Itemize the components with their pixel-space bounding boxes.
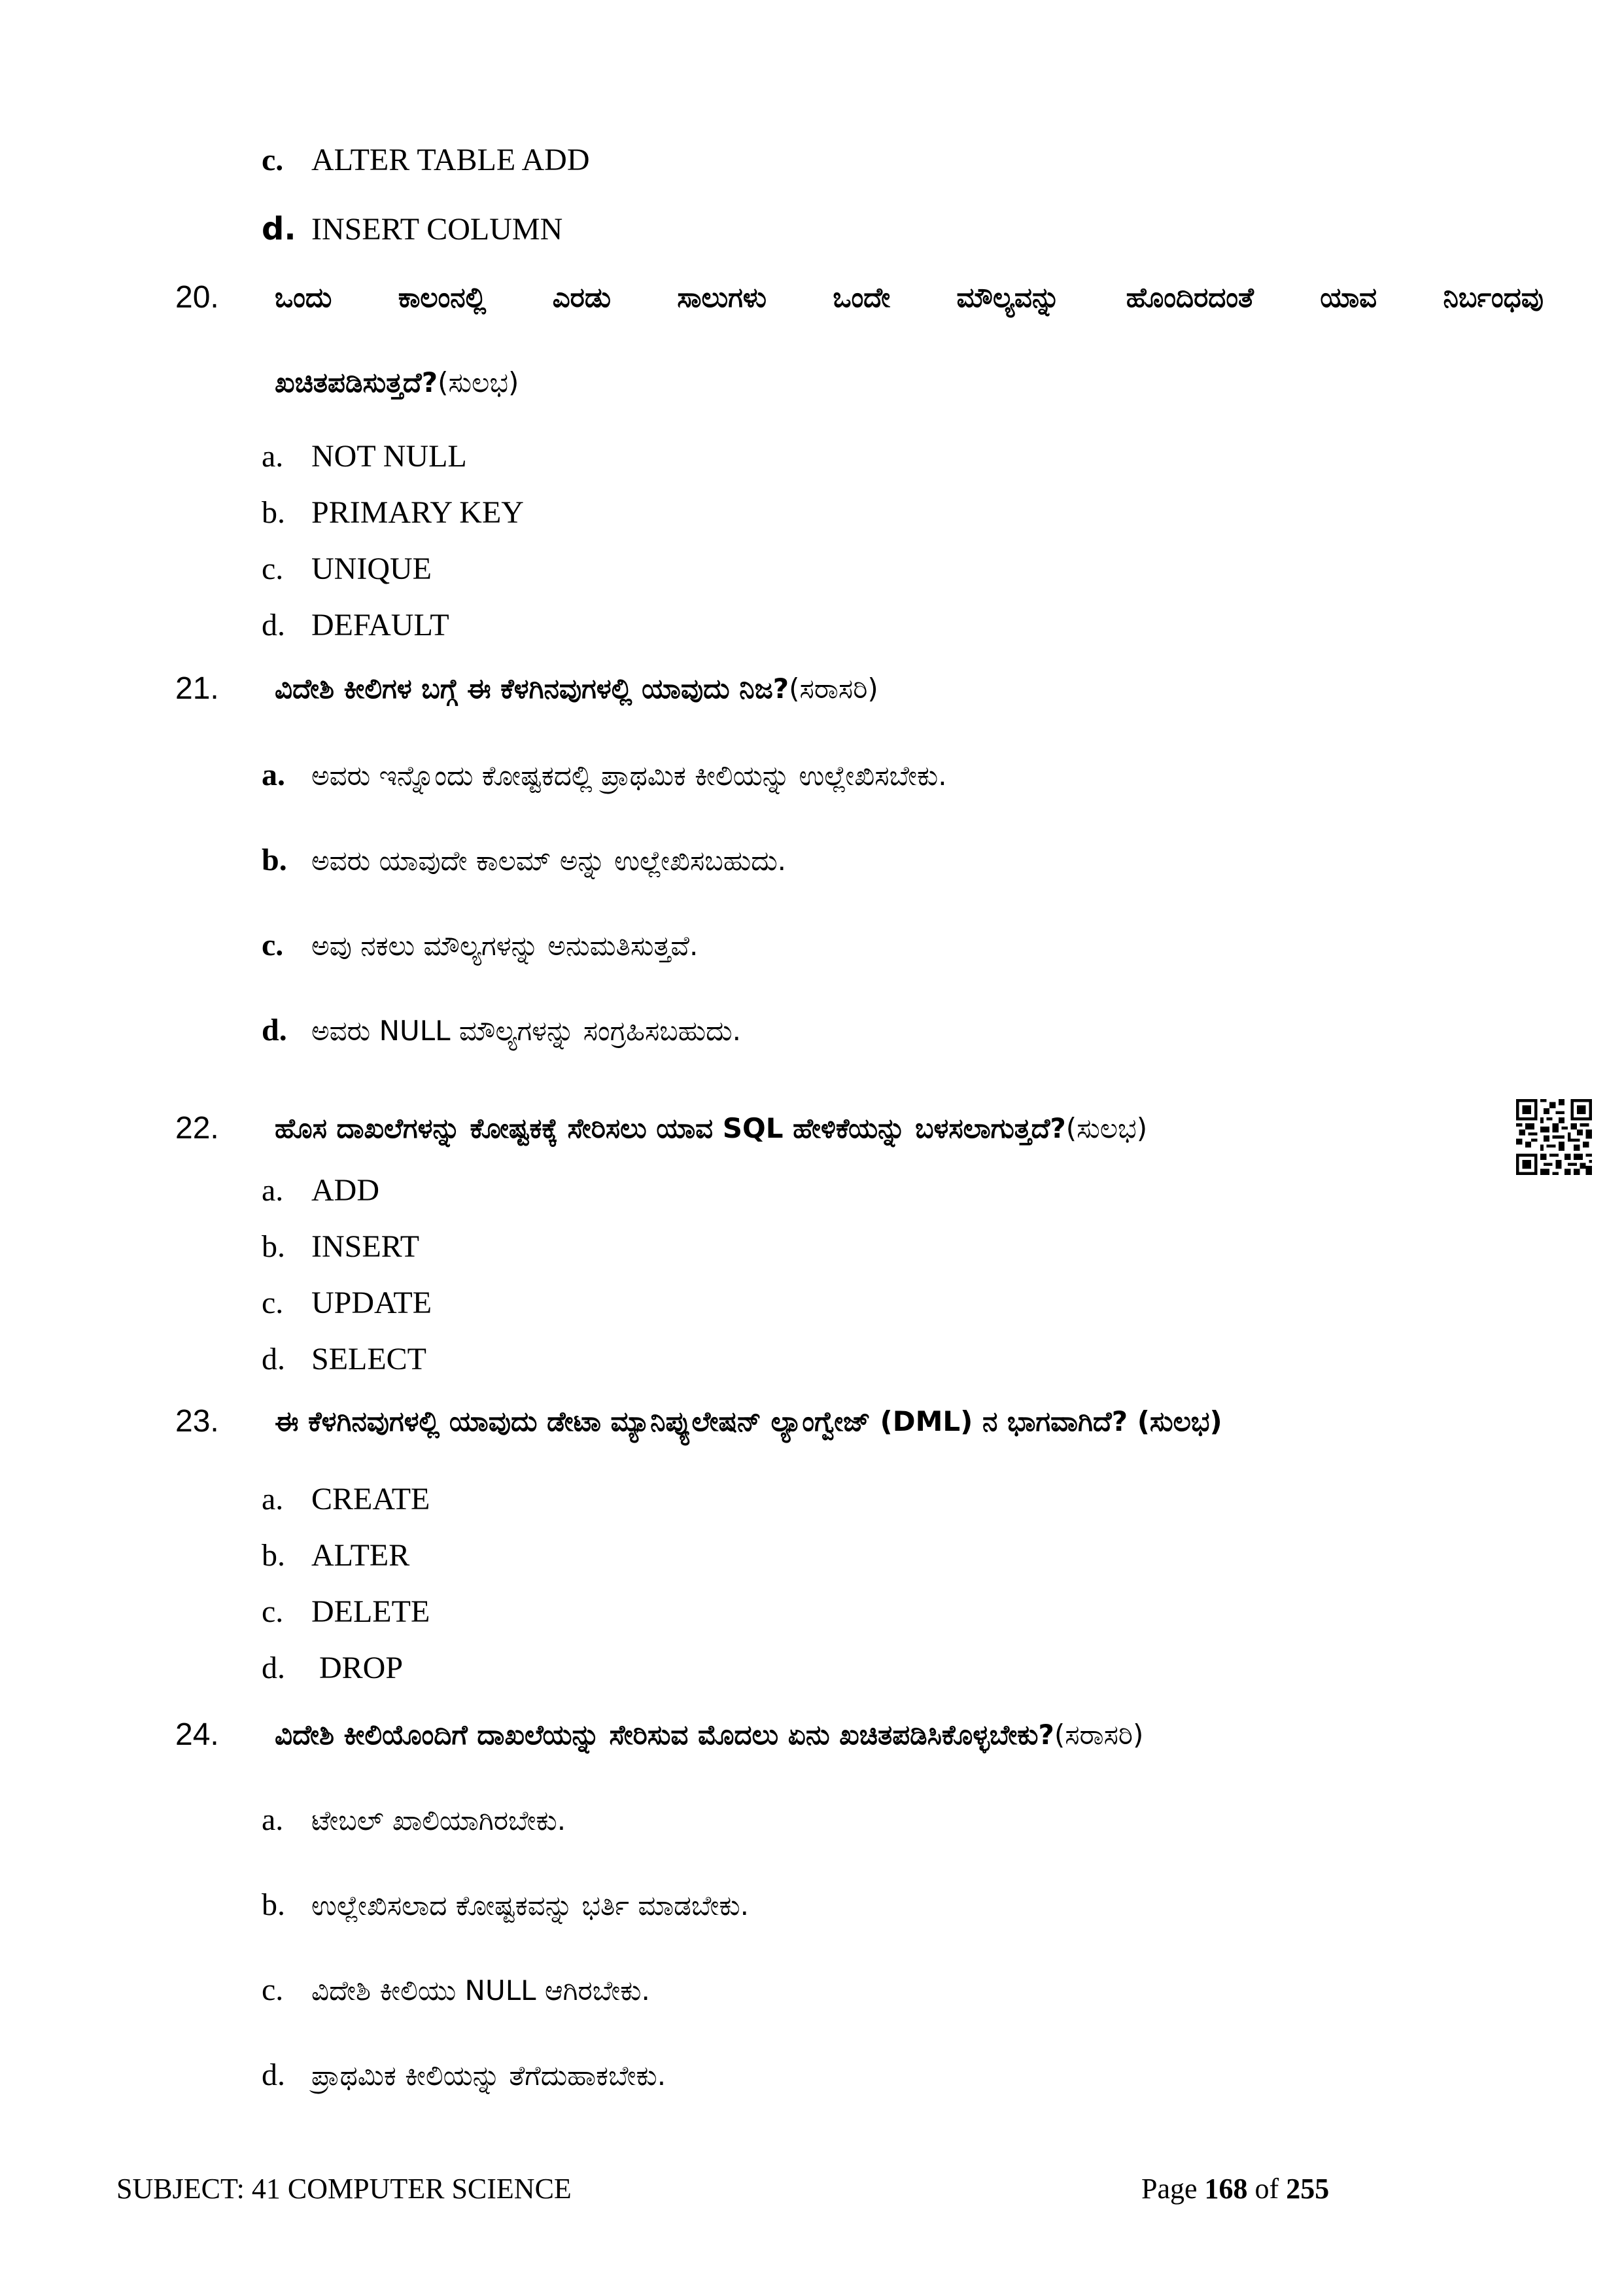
option-letter: d.	[262, 1013, 287, 1047]
option-letter: d.	[262, 1342, 285, 1376]
page-total: 255	[1286, 2173, 1330, 2205]
option-b	[262, 1227, 419, 1267]
question-text: ಖಚಿತಪಡಿಸುತ್ತದೆ?	[275, 366, 438, 398]
option-letter: b.	[262, 843, 287, 877]
option-d	[262, 606, 449, 645]
option-a	[262, 1480, 430, 1519]
option-a	[262, 1171, 379, 1210]
option-text: UNIQUE	[311, 552, 432, 586]
option-c	[262, 1592, 430, 1632]
option-letter: d.	[262, 2058, 285, 2092]
option-text: ADD	[311, 1173, 379, 1208]
option-text: DEFAULT	[311, 608, 449, 642]
option-text: UPDATE	[311, 1286, 432, 1320]
option-letter: a.	[262, 1482, 284, 1516]
option-text: INSERT	[311, 1229, 420, 1264]
option-letter: c.	[262, 1594, 284, 1629]
footer-page-number	[1141, 2171, 1329, 2207]
option-text: ALTER	[311, 1538, 410, 1573]
option-text: PRIMARY KEY	[311, 495, 524, 530]
page-current: 168	[1204, 2173, 1248, 2205]
option-letter: c.	[262, 928, 284, 962]
option-b	[262, 493, 524, 533]
option-d	[262, 1340, 426, 1379]
question-text-line1: ಒಂದು ಕಾಲಂನಲ್ಲಿ ಎರಡು ಸಾಲುಗಳು ಒಂದೇ ಮೌಲ್ಯವನ್ನು ಹೊಂದಿರದಂತೆ ಯಾವ ನಿರ್ಬಂಧವು	[275, 281, 1544, 313]
option-c	[262, 1284, 432, 1323]
option-c	[262, 141, 590, 180]
option-d	[262, 1011, 741, 1051]
option-letter: a.	[262, 439, 284, 474]
option-text: ಪ್ರಾಥಮಿಕ ಕೀಲಿಯನ್ನು ತೆಗೆದುಹಾಕಬೇಕು.	[311, 2059, 666, 2092]
question-number: 23.	[175, 1404, 219, 1439]
option-letter: a.	[262, 758, 285, 792]
qr-code-icon	[1516, 1099, 1592, 1175]
option-text: DROP	[311, 1651, 404, 1685]
question-text-line2	[275, 363, 519, 402]
footer-subject: SUBJECT: 41 COMPUTER SCIENCE	[116, 2173, 572, 2205]
difficulty-tag: (ಸರಾಸರಿ)	[789, 673, 878, 705]
option-letter: a.	[262, 1173, 284, 1208]
option-letter: d.	[262, 608, 285, 642]
option-letter: a.	[262, 1802, 284, 1837]
question-text	[275, 1109, 1147, 1148]
question-number: 20.	[175, 280, 219, 315]
question-text	[275, 669, 878, 709]
option-text: ಟೇಬಲ್ ಖಾಲಿಯಾಗಿರಬೇಕು.	[311, 1804, 566, 1836]
difficulty-tag: (ಸುಲಭ)	[1065, 1112, 1148, 1144]
question-number: 22.	[175, 1111, 219, 1146]
question-text-main: ಹೊಸ ದಾಖಲೆಗಳನ್ನು ಕೋಷ್ಟಕಕ್ಕೆ ಸೇರಿಸಲು ಯಾವ SQL ಹೇಳಿಕೆಯನ್ನು ಬಳಸಲಾಗುತ್ತದೆ?	[275, 1112, 1066, 1144]
question-text-main: ಈ ಕೆಳಗಿನವುಗಳಲ್ಲಿ ಯಾವುದು ಡೇಟಾ ಮ್ಯಾನಿಪ್ಯುಲೇಷನ್ ಲ್ಯಾಂಗ್ವೇಜ್ (DML) ನ ಭಾಗವಾಗಿದೆ? (ಸುಲಭ)	[275, 1405, 1222, 1437]
option-letter: b.	[262, 1538, 285, 1573]
option-letter: d.	[262, 211, 296, 247]
option-a	[262, 1800, 566, 1840]
option-text: ಅವರು ಯಾವುದೇ ಕಾಲಮ್ ಅನ್ನು ಉಲ್ಲೇಖಿಸಬಹುದು.	[311, 845, 787, 877]
question-text	[275, 1402, 1222, 1441]
option-c	[262, 926, 698, 966]
option-text: ಅವರು ಇನ್ನೊಂದು ಕೋಷ್ಟಕದಲ್ಲಿ ಪ್ರಾಥಮಿಕ ಕೀಲಿಯನ್ನು ಉಲ್ಲೇಖಿಸಬೇಕು.	[311, 760, 947, 792]
option-b	[262, 1536, 409, 1575]
option-letter: d.	[262, 1651, 285, 1685]
option-letter: b.	[262, 495, 285, 530]
option-text: CREATE	[311, 1482, 430, 1516]
option-b	[262, 1885, 749, 1925]
option-text: ಉಲ್ಲೇಖಿಸಲಾದ ಕೋಷ್ಟಕವನ್ನು ಭರ್ತಿ ಮಾಡಬೇಕು.	[311, 1889, 749, 1921]
option-c	[262, 550, 432, 589]
option-letter: c.	[262, 552, 284, 586]
option-letter: b.	[262, 1229, 285, 1264]
question-number: 24.	[175, 1717, 219, 1752]
question-text	[275, 1715, 1143, 1755]
option-letter: c.	[262, 143, 284, 177]
option-letter: c.	[262, 1972, 284, 2007]
question-text-main: ವಿದೇಶಿ ಕೀಲಿಯೊಂದಿಗೆ ದಾಖಲೆಯನ್ನು ಸೇರಿಸುವ ಮೊದಲು ಏನು ಖಚಿತಪಡಿಸಿಕೊಳ್ಳಬೇಕು?	[275, 1719, 1054, 1751]
option-text: ಅವರು NULL ಮೌಲ್ಯಗಳನ್ನು ಸಂಗ್ರಹಿಸಬಹುದು.	[311, 1015, 741, 1047]
option-c	[262, 1971, 650, 2010]
option-d	[262, 2056, 666, 2095]
option-text: ಅವು ನಕಲು ಮೌಲ್ಯಗಳನ್ನು ಅನುಮತಿಸುತ್ತವೆ.	[311, 930, 699, 962]
option-d	[262, 209, 562, 249]
option-letter: b.	[262, 1887, 285, 1922]
option-letter: c.	[262, 1286, 284, 1320]
difficulty-tag: (ಸುಲಭ)	[438, 366, 519, 398]
option-text: ವಿದೇಶಿ ಕೀಲಿಯು NULL ಆಗಿರಬೇಕು.	[311, 1974, 650, 2006]
page-of: of	[1247, 2173, 1287, 2205]
page-prefix: Page	[1141, 2173, 1205, 2205]
option-text: ALTER TABLE ADD	[311, 143, 590, 177]
difficulty-tag: (ಸರಾಸರಿ)	[1054, 1719, 1144, 1751]
question-number: 21.	[175, 671, 219, 706]
option-b	[262, 841, 786, 881]
question-text-main: ವಿದೇಶಿ ಕೀಲಿಗಳ ಬಗ್ಗೆ ಈ ಕೆಳಗಿನವುಗಳಲ್ಲಿ ಯಾವುದು ನಿಜ?	[275, 673, 789, 705]
option-text: NOT NULL	[311, 439, 467, 474]
option-text: DELETE	[311, 1594, 430, 1629]
option-text: INSERT COLUMN	[311, 212, 563, 247]
option-a	[262, 437, 467, 476]
option-text: SELECT	[311, 1342, 426, 1376]
option-a	[262, 756, 947, 796]
option-d	[262, 1649, 403, 1688]
